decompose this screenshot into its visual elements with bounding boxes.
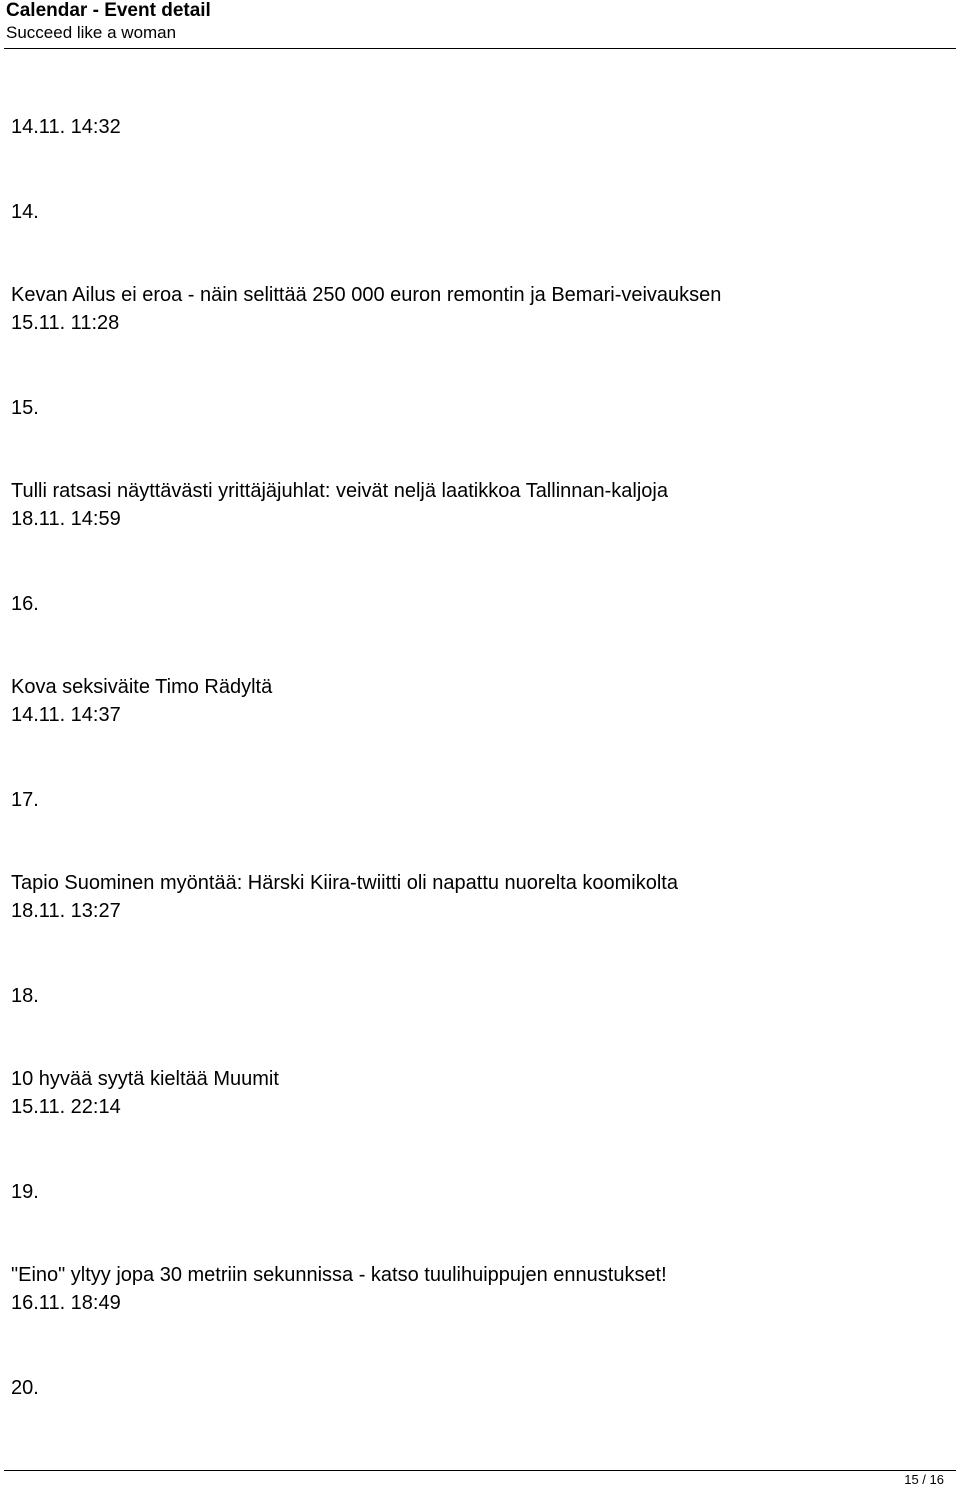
entry-timestamp: 14.11. 14:37: [11, 704, 121, 726]
header-divider: [4, 48, 956, 49]
entry-timestamp: 18.11. 14:59: [11, 508, 121, 530]
entry-rank: 15.: [11, 397, 39, 419]
entry-timestamp: 14.11. 14:32: [11, 116, 121, 138]
entry-timestamp: 18.11. 13:27: [11, 900, 121, 922]
entry-rank: 17.: [11, 789, 39, 811]
entry-headline[interactable]: 10 hyvää syytä kieltää Muumit: [11, 1068, 279, 1090]
entry-timestamp: 15.11. 22:14: [11, 1096, 121, 1118]
entry-headline[interactable]: Tulli ratsasi näyttävästi yrittäjäjuhlat: veivät neljä laatikkoa Tallinnan-kaljoja: [11, 480, 668, 502]
entry-rank: 16.: [11, 593, 39, 615]
entry-timestamp: 16.11. 18:49: [11, 1292, 121, 1314]
page-subtitle: Succeed like a woman: [6, 23, 177, 42]
page-title: Calendar - Event detail: [6, 0, 211, 21]
entry-rank: 14.: [11, 201, 39, 223]
entry-headline[interactable]: Kevan Ailus ei eroa - näin selittää 250 000 euron remontin ja Bemari-veivauksen: [11, 284, 722, 306]
entry-rank: 19.: [11, 1181, 39, 1203]
entry-headline[interactable]: Tapio Suominen myöntää: Härski Kiira-twiitti oli napattu nuorelta koomikolta: [11, 872, 678, 894]
entry-headline[interactable]: "Eino" yltyy jopa 30 metriin sekunnissa - katso tuulihuippujen ennustukset!: [11, 1264, 667, 1286]
entry-rank: 20.: [11, 1377, 39, 1399]
footer-divider: [4, 1470, 956, 1471]
page-number: 15 / 16: [904, 1472, 944, 1487]
entry-rank: 18.: [11, 985, 39, 1007]
entry-headline[interactable]: Kova seksiväite Timo Rädyltä: [11, 676, 273, 698]
entry-timestamp: 15.11. 11:28: [11, 312, 120, 334]
